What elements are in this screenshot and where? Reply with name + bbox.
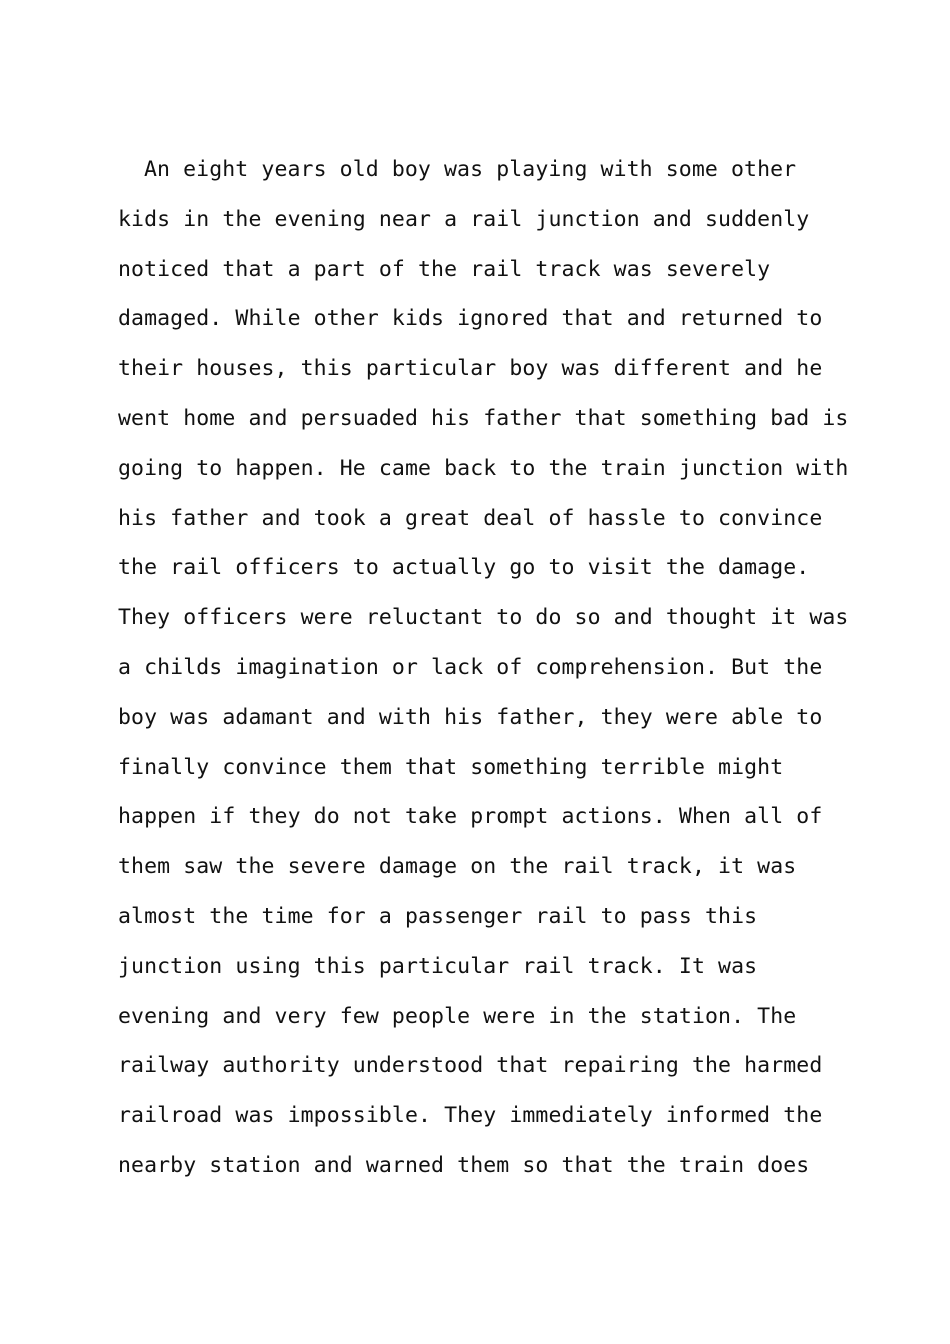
text-line: went home and persuaded his father that something bad is	[118, 405, 849, 431]
text-line: going to happen. He came back to the train junction with	[118, 455, 849, 481]
paragraph	[118, 145, 858, 1191]
text-line: happen if they do not take prompt actions. When all of	[118, 804, 823, 830]
text-line: railway authority understood that repairing the harmed	[118, 1053, 823, 1079]
text-line: evening and very few people were in the station. The	[118, 1003, 797, 1029]
text-line: noticed that a part of the rail track was severely	[118, 256, 771, 282]
text-line: An eight years old boy was playing with some other	[144, 157, 797, 182]
text-line: the rail officers to actually go to visit the damage.	[118, 555, 810, 581]
text-line: junction using this particular rail track. It was	[118, 953, 758, 979]
text-line: finally convince them that something terrible might	[118, 754, 784, 780]
text-line: their houses, this particular boy was different and he	[118, 356, 823, 382]
text-line: them saw the severe damage on the rail track, it was	[118, 854, 797, 880]
text-line: damaged. While other kids ignored that and returned to	[118, 306, 823, 332]
text-line: kids in the evening near a rail junction and suddenly	[118, 206, 810, 232]
text-line: boy was adamant and with his father, they were able to	[118, 704, 823, 730]
text-line: They officers were reluctant to do so and thought it was	[118, 605, 849, 631]
text-line: a childs imagination or lack of comprehension. But the	[118, 654, 823, 680]
text-line: his father and took a great deal of hassle to convince	[118, 505, 823, 531]
text-line: nearby station and warned them so that the train does	[118, 1152, 810, 1178]
text-line: railroad was impossible. They immediately informed the	[118, 1103, 823, 1129]
text-line: almost the time for a passenger rail to pass this	[118, 903, 758, 929]
